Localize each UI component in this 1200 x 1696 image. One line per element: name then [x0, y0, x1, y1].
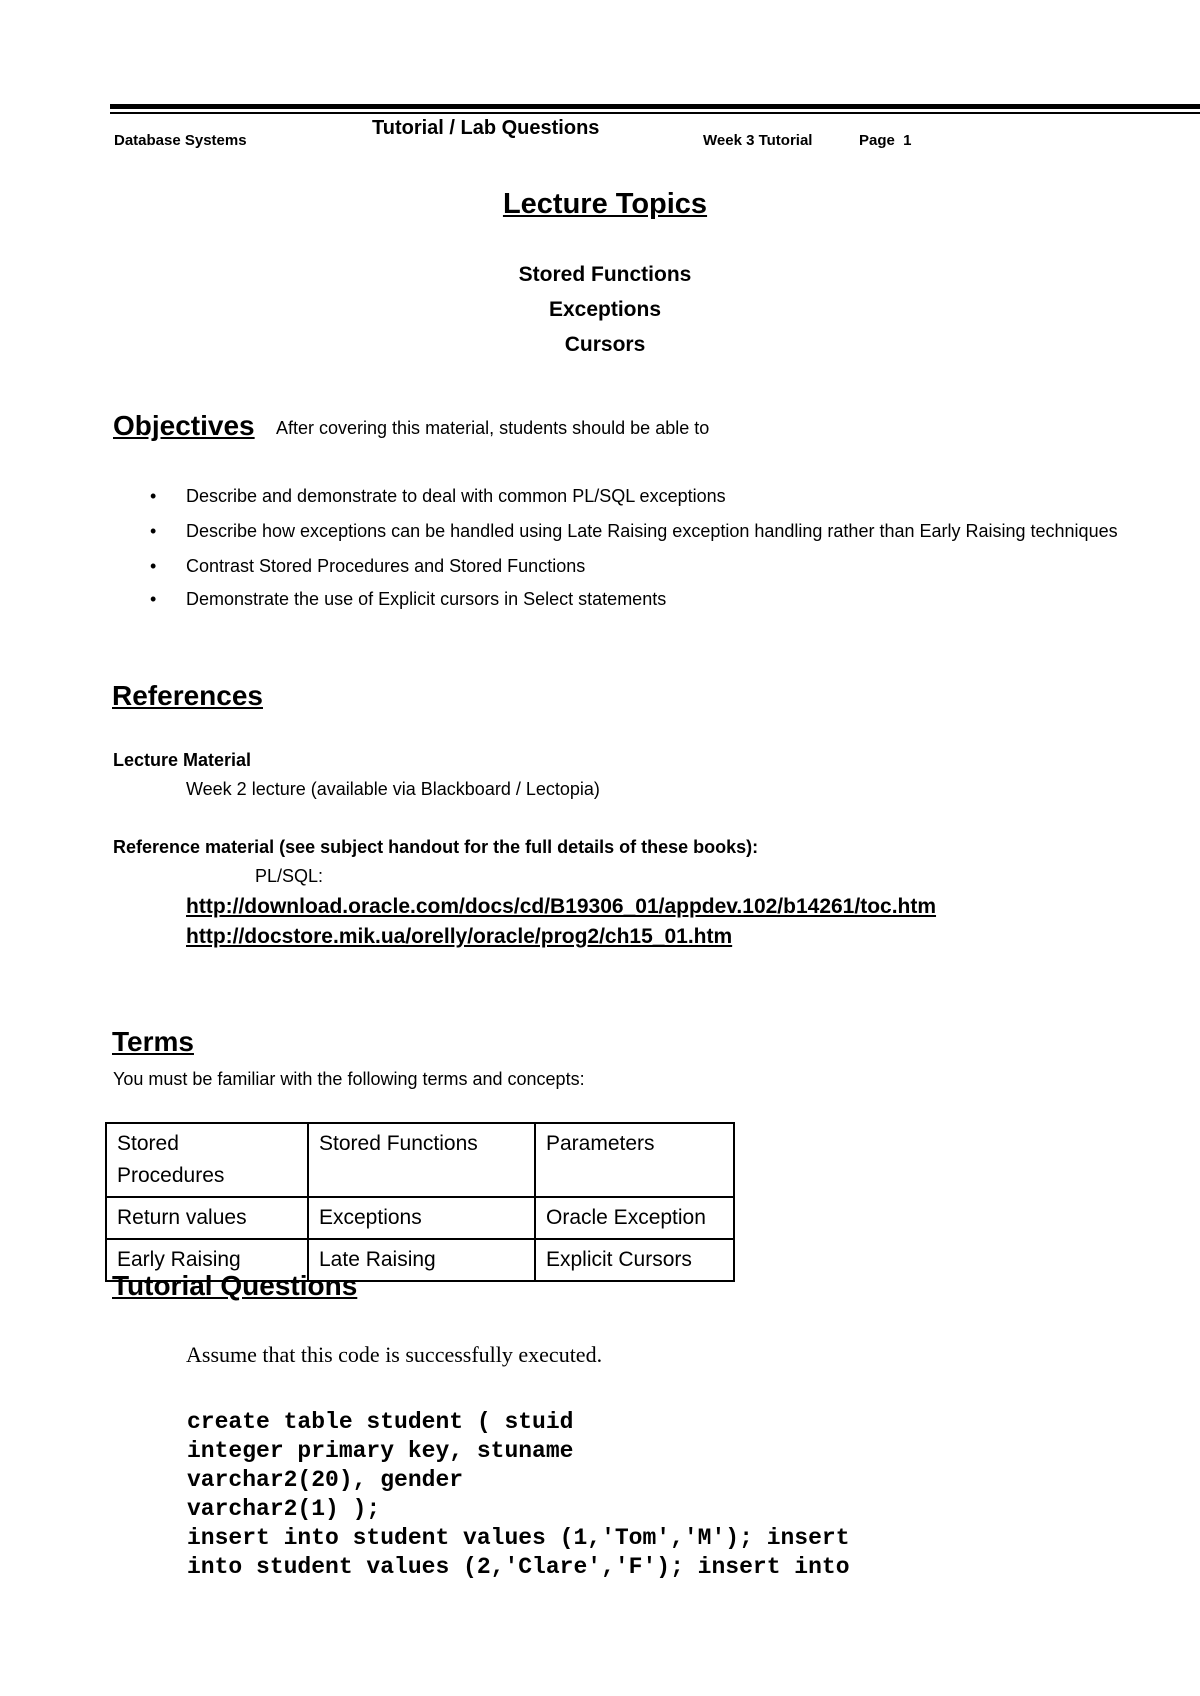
lecture-topics-title: Lecture Topics: [502, 188, 708, 220]
table-cell-text: Stored Procedures: [117, 1132, 225, 1187]
topic-item: Cursors: [564, 333, 646, 356]
reference-material-label: Reference material (see subject handout for the full details of these books):: [113, 837, 759, 857]
table-cell: [308, 1197, 535, 1239]
references-heading: References: [112, 680, 263, 711]
table-cell-text: Late Raising: [319, 1248, 436, 1271]
objective-item: [150, 585, 1150, 614]
table-cell: [106, 1197, 308, 1239]
plsql-label: PL/SQL:: [255, 866, 324, 886]
table-row: [106, 1197, 734, 1239]
reference-link[interactable]: http://download.oracle.com/docs/cd/B19306_01/appdev.102/b14261/toc.htm: [186, 895, 937, 918]
table-cell-text: Return values: [117, 1206, 247, 1229]
tutorial-heading: Tutorial Questions: [112, 1270, 358, 1301]
table-cell-text: Oracle Exception: [546, 1206, 706, 1229]
table-cell: [106, 1123, 308, 1197]
table-cell-text: Early Raising: [117, 1248, 241, 1271]
table-cell: [535, 1197, 734, 1239]
header-rule-thin: [110, 112, 1200, 114]
table-cell-text: Parameters: [546, 1132, 655, 1155]
objectives-heading: Objectives: [113, 410, 255, 441]
objective-item: [150, 482, 1150, 511]
topic-item: Stored Functions: [518, 263, 692, 286]
objectives-intro: After covering this material, students should be able to: [276, 418, 710, 438]
terms-heading: Terms: [112, 1026, 194, 1057]
table-cell-text: Exceptions: [319, 1206, 422, 1229]
terms-intro: You must be familiar with the following terms and concepts:: [113, 1069, 585, 1089]
objective-text: Contrast Stored Procedures and Stored Functions: [186, 556, 586, 576]
header-page: Page 1: [859, 132, 912, 149]
header-week: Week 3 Tutorial: [703, 132, 813, 149]
lecture-material-text: Week 2 lecture (available via Blackboard / Lectopia): [186, 779, 600, 799]
code-block: create table student ( stuid integer primary key, stuname varchar2(20), gender varchar2(1) ); insert into student values (1,'Tom','M'); insert into student values (2,'Clare','F'); insert into: [187, 1409, 850, 1580]
table-cell: [535, 1239, 734, 1281]
header-course: Database Systems: [114, 132, 247, 149]
lecture-material-label: Lecture Material: [113, 750, 252, 770]
bullet-icon: •: [150, 521, 157, 541]
reference-link[interactable]: http://docstore.mik.ua/orelly/oracle/prog2/ch15_01.htm: [186, 925, 733, 948]
objectives-list: [150, 482, 1150, 614]
objective-item: [150, 517, 1146, 546]
objective-text: Describe how exceptions can be handled using Late Raising exception handling rather than Early Raising techniques: [186, 521, 1118, 541]
bullet-icon: •: [150, 556, 157, 576]
bullet-icon: •: [150, 589, 157, 609]
table-cell-text: Stored Functions: [319, 1132, 478, 1155]
table-cell: [308, 1123, 535, 1197]
tutorial-intro: Assume that this code is successfully executed.: [186, 1342, 603, 1367]
header-title: Tutorial / Lab Questions: [372, 117, 600, 139]
objective-text: Demonstrate the use of Explicit cursors in Select statements: [186, 589, 667, 609]
objective-item: [150, 552, 1150, 581]
terms-table: [105, 1122, 735, 1282]
objective-text: Describe and demonstrate to deal with common PL/SQL exceptions: [186, 486, 726, 506]
table-row: [106, 1123, 734, 1197]
table-cell-text: Explicit Cursors: [546, 1248, 692, 1271]
header-rule-thick: [110, 104, 1200, 109]
topic-item: Exceptions: [548, 298, 662, 321]
bullet-icon: •: [150, 486, 157, 506]
table-cell: [535, 1123, 734, 1197]
